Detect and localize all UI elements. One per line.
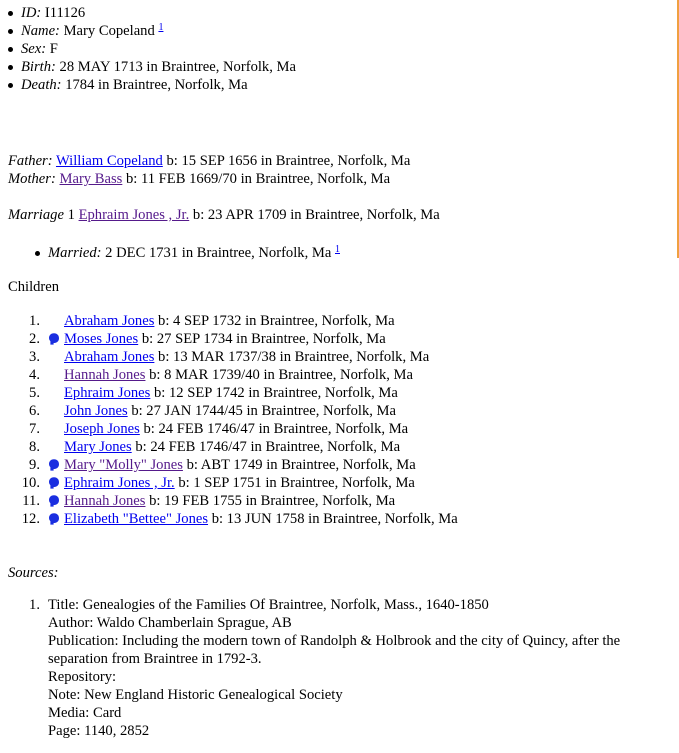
source-line: Repository: bbox=[48, 669, 117, 685]
child-number: 4. bbox=[29, 367, 40, 383]
child-link[interactable]: John Jones bbox=[64, 403, 128, 419]
child-list-item bbox=[0, 348, 679, 366]
person-head-icon[interactable] bbox=[47, 458, 61, 472]
parents-block bbox=[8, 152, 410, 188]
married-fact bbox=[35, 244, 340, 262]
source-footnote-link[interactable]: 1 bbox=[335, 244, 340, 255]
child-info: b: 24 FEB 1746/47 in Braintree, Norfolk, Ma bbox=[135, 439, 401, 455]
child-number: 5. bbox=[29, 385, 40, 401]
child-link[interactable]: Abraham Jones bbox=[64, 313, 155, 329]
spouse-info: b: 23 APR 1709 in Braintree, Norfolk, Ma bbox=[192, 207, 440, 223]
child-list-item bbox=[0, 330, 679, 348]
child-number: 3. bbox=[29, 349, 40, 365]
child-link[interactable]: Mary "Molly" Jones bbox=[64, 457, 183, 473]
child-info: b: 8 MAR 1739/40 in Braintree, Norfolk, Ma bbox=[149, 367, 413, 383]
father-info: b: 15 SEP 1656 in Braintree, Norfolk, Ma bbox=[166, 153, 411, 169]
person-head-icon[interactable] bbox=[47, 476, 61, 490]
person-head-icon[interactable] bbox=[47, 332, 61, 346]
child-number: 7. bbox=[29, 421, 40, 437]
fact-value: F bbox=[49, 41, 58, 57]
fact-value: Mary Copeland bbox=[63, 23, 155, 39]
child-info: b: ABT 1749 in Braintree, Norfolk, Ma bbox=[186, 457, 416, 473]
child-entry bbox=[64, 330, 386, 348]
source-line: Title: Genealogies of the Families Of Braintree, Norfolk, Mass., 1640-1850 bbox=[48, 597, 489, 613]
child-link[interactable]: Joseph Jones bbox=[64, 421, 140, 437]
source-line: Author: Waldo Chamberlain Sprague, AB bbox=[48, 615, 292, 631]
fact-label: ID: bbox=[21, 5, 42, 21]
child-link[interactable]: Hannah Jones bbox=[64, 367, 146, 383]
child-list-item bbox=[0, 402, 679, 420]
child-info: b: 27 SEP 1734 in Braintree, Norfolk, Ma bbox=[141, 331, 386, 347]
child-entry bbox=[64, 384, 398, 402]
marriage-line bbox=[8, 206, 440, 224]
children-list bbox=[0, 312, 679, 528]
child-number: 12. bbox=[21, 511, 40, 527]
child-entry bbox=[64, 420, 408, 438]
child-link[interactable]: Ephraim Jones bbox=[64, 385, 151, 401]
child-link[interactable]: Hannah Jones bbox=[64, 493, 146, 509]
child-entry bbox=[64, 474, 415, 492]
child-link[interactable]: Mary Jones bbox=[64, 439, 132, 455]
child-entry bbox=[64, 510, 458, 528]
child-list-item bbox=[0, 420, 679, 438]
source-footnote-link[interactable]: 1 bbox=[158, 22, 164, 33]
child-number: 9. bbox=[29, 457, 40, 473]
fact-label: Birth: bbox=[21, 59, 56, 75]
child-entry bbox=[64, 366, 413, 384]
mother-info: b: 11 FEB 1669/70 in Braintree, Norfolk, Ma bbox=[125, 171, 391, 187]
fact-death bbox=[8, 76, 296, 94]
child-info: b: 13 MAR 1737/38 in Braintree, Norfolk, Ma bbox=[158, 349, 430, 365]
fact-label: Death: bbox=[21, 77, 62, 93]
child-entry bbox=[64, 402, 396, 420]
fact-birth bbox=[8, 58, 296, 76]
child-link[interactable]: Moses Jones bbox=[64, 331, 139, 347]
source-number: 1. bbox=[29, 597, 40, 613]
sources-heading bbox=[8, 564, 59, 582]
sources-heading-text: Sources: bbox=[8, 565, 59, 581]
child-list-item bbox=[0, 366, 679, 384]
married-value: 2 DEC 1731 in Braintree, Norfolk, Ma bbox=[105, 245, 332, 261]
child-entry bbox=[64, 438, 400, 456]
married-item bbox=[35, 244, 340, 262]
children-heading: Children bbox=[8, 279, 60, 295]
mother-label: Mother: bbox=[8, 171, 56, 187]
father-line bbox=[8, 152, 410, 170]
child-number: 8. bbox=[29, 439, 40, 455]
father-label: Father: bbox=[8, 153, 53, 169]
child-info: b: 4 SEP 1732 in Braintree, Norfolk, Ma bbox=[158, 313, 395, 329]
child-info: b: 19 FEB 1755 in Braintree, Norfolk, Ma bbox=[149, 493, 396, 509]
married-label: Married: bbox=[48, 245, 102, 261]
child-entry bbox=[64, 348, 429, 366]
child-entry bbox=[64, 312, 395, 330]
child-link[interactable]: Elizabeth "Bettee" Jones bbox=[64, 511, 209, 527]
child-info: b: 13 JUN 1758 in Braintree, Norfolk, Ma bbox=[211, 511, 458, 527]
child-list-item bbox=[0, 474, 679, 492]
fact-id bbox=[8, 4, 296, 22]
marriage-label: Marriage bbox=[8, 207, 64, 223]
source-line: Page: 1140, 2852 bbox=[48, 723, 150, 739]
child-list-item bbox=[0, 438, 679, 456]
spouse-link[interactable]: Ephraim Jones , Jr. bbox=[78, 207, 190, 223]
fact-value: 28 MAY 1713 in Braintree, Norfolk, Ma bbox=[59, 59, 296, 75]
child-list-item bbox=[0, 492, 679, 510]
fact-name bbox=[8, 22, 296, 40]
fact-value: I11126 bbox=[44, 5, 86, 21]
person-head-icon[interactable] bbox=[47, 494, 61, 508]
source-line: Note: New England Historic Genealogical Society bbox=[48, 687, 343, 703]
child-number: 6. bbox=[29, 403, 40, 419]
child-number: 11. bbox=[22, 493, 40, 509]
child-info: b: 1 SEP 1751 in Braintree, Norfolk, Ma bbox=[178, 475, 415, 491]
child-info: b: 24 FEB 1746/47 in Braintree, Norfolk, Ma bbox=[143, 421, 409, 437]
child-number: 2. bbox=[29, 331, 40, 347]
child-entry bbox=[64, 456, 416, 474]
child-link[interactable]: Ephraim Jones , Jr. bbox=[64, 475, 175, 491]
child-link[interactable]: Abraham Jones bbox=[64, 349, 155, 365]
child-number: 10. bbox=[21, 475, 40, 491]
child-info: b: 12 SEP 1742 in Braintree, Norfolk, Ma bbox=[154, 385, 398, 401]
source-line: Publication: Including the modern town of Randolph & Holbrook and the city of Quincy, after the separation from Braintree in 1792-3. bbox=[48, 633, 621, 667]
fact-label: Sex: bbox=[21, 41, 47, 57]
fact-value: 1784 in Braintree, Norfolk, Ma bbox=[65, 77, 248, 93]
child-list-item bbox=[0, 312, 679, 330]
father-link[interactable]: William Copeland bbox=[55, 153, 163, 169]
mother-link[interactable]: Mary Bass bbox=[59, 171, 123, 187]
child-list-item bbox=[0, 384, 679, 402]
mother-line bbox=[8, 170, 410, 188]
child-list-item bbox=[0, 510, 679, 528]
child-info: b: 27 JAN 1744/45 in Braintree, Norfolk, Ma bbox=[131, 403, 396, 419]
child-list-item bbox=[0, 456, 679, 474]
marriage-number: 1 bbox=[67, 207, 75, 223]
child-number: 1. bbox=[29, 313, 40, 329]
source-entry bbox=[48, 596, 673, 740]
source-line: Media: Card bbox=[48, 705, 122, 721]
person-head-icon[interactable] bbox=[47, 512, 61, 526]
individual-facts bbox=[8, 4, 296, 94]
fact-label: Name: bbox=[21, 23, 60, 39]
child-entry bbox=[64, 492, 395, 510]
fact-sex bbox=[8, 40, 296, 58]
